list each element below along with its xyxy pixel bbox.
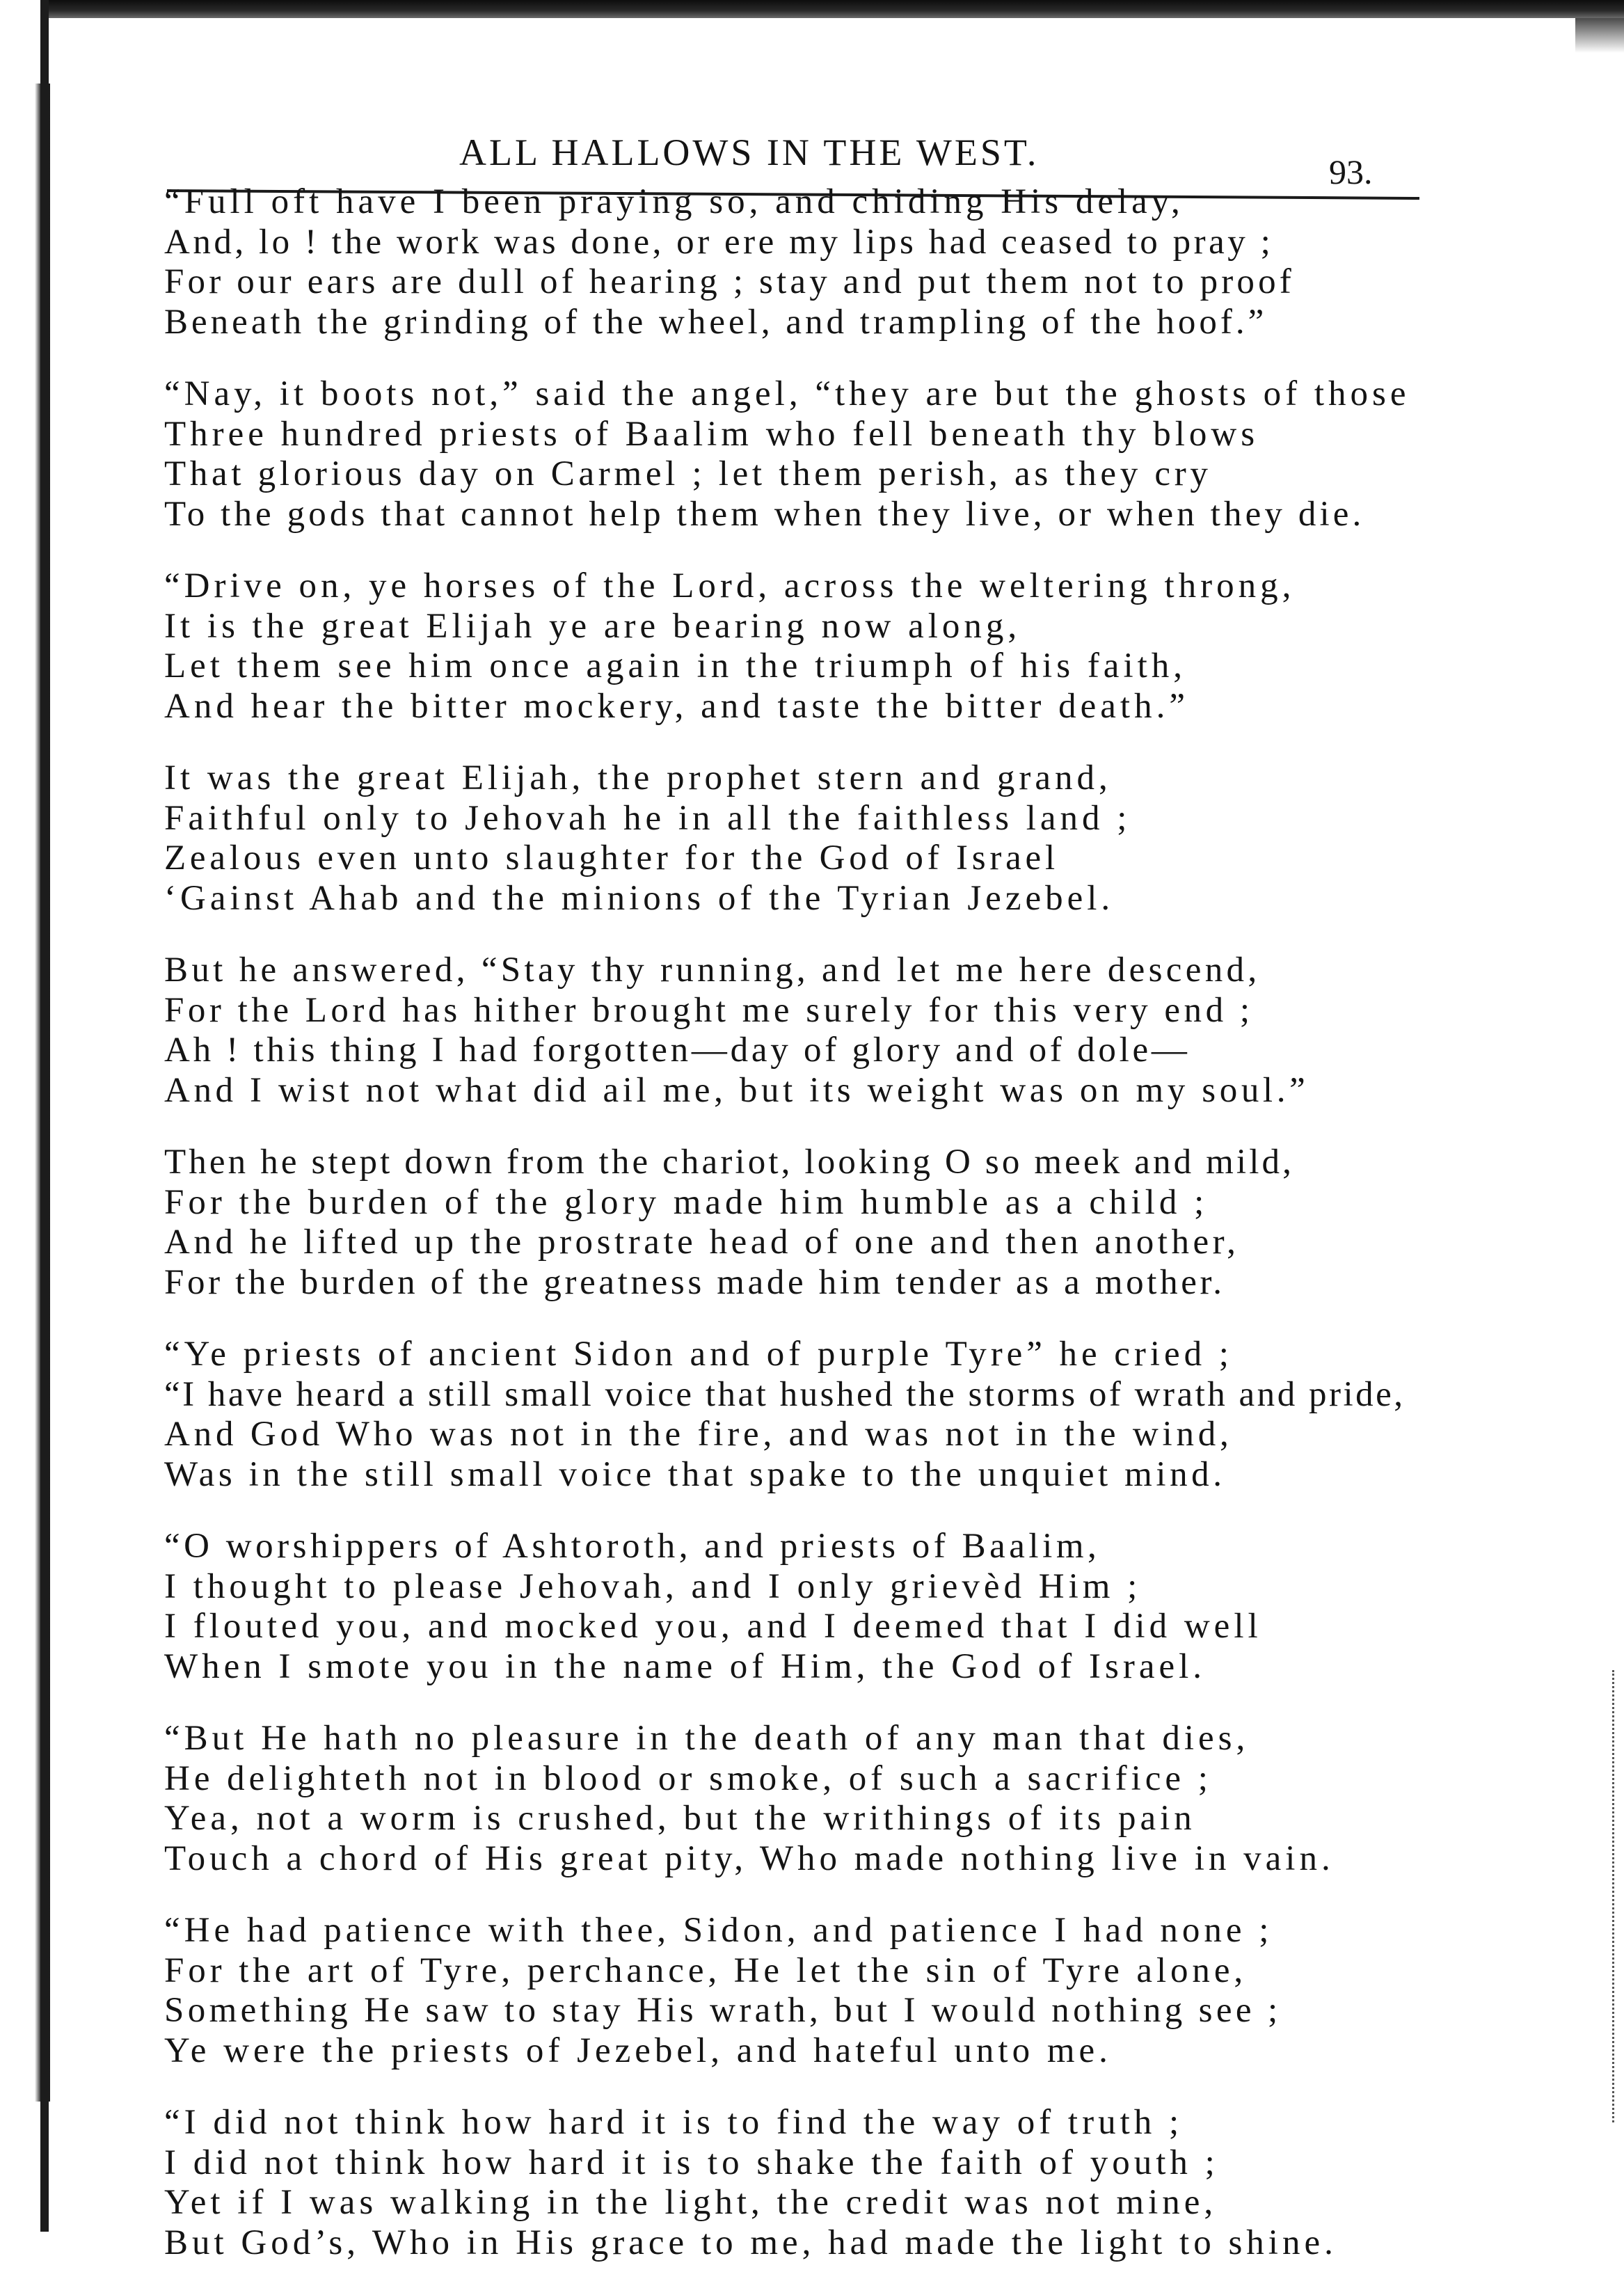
page-corner-shadow <box>1575 18 1624 53</box>
verse-line <box>164 2143 1431 2184</box>
verse-line-text: “Ye priests of ancient Sidon and of purple Tyre” he cried ; <box>164 1335 1233 1374</box>
verse-line-text: “But He hath no pleasure in the death of any man that dies, <box>164 1719 1250 1758</box>
verse-line-text: “O worshippers of Ashtoroth, and priests of Baalim, <box>164 1527 1101 1566</box>
verse-line <box>164 1567 1431 1607</box>
verse-line-text: Zealous even unto slaughter for the God of Israel <box>164 839 1059 878</box>
verse-line-text: For the burden of the glory made him humble as a child ; <box>164 1182 1209 1222</box>
page-left-edge <box>40 0 49 2232</box>
stanza <box>164 1527 1431 1687</box>
verse-line-text: “Full oft have I been praying so, and chiding His delay, <box>164 182 1184 221</box>
poem-body <box>164 182 1431 2295</box>
stanza <box>164 1719 1431 1879</box>
verse-line <box>164 879 1431 919</box>
verse-line-text: Faithful only to Jehovah he in all the faithless land ; <box>164 798 1131 838</box>
verse-line-text: For the burden of the greatness made him tender as a mother. <box>164 1262 1225 1302</box>
verse-line-text: I thought to please Jehovah, and I only grievèd Him ; <box>164 1566 1142 1606</box>
verse-line <box>164 262 1431 303</box>
verse-line <box>164 1223 1431 1263</box>
verse-line <box>164 2223 1431 2264</box>
verse-line <box>164 1071 1431 1111</box>
verse-line <box>164 991 1431 1031</box>
page-number: 93. <box>1329 152 1373 191</box>
stanza <box>164 1335 1431 1495</box>
verse-line <box>164 1911 1431 1951</box>
verse-line-text: And hear the bitter mockery, and taste the bitter death.” <box>164 686 1189 726</box>
verse-line-text: Something He saw to stay His wrath, but I would nothing see ; <box>164 1991 1282 2030</box>
verse-line-text: “Nay, it boots not,” said the angel, “they are but the ghosts of those <box>164 374 1410 413</box>
verse-line-text: “I have heard a still small voice that hushed the storms of wrath and pride, <box>164 1374 1406 1414</box>
verse-line <box>164 2031 1431 2072</box>
verse-line-text: And he lifted up the prostrate head of one and then another, <box>164 1223 1240 1262</box>
verse-line <box>164 1991 1431 2031</box>
page-top-edge-shadow <box>42 0 1624 18</box>
verse-line <box>164 1799 1431 1839</box>
stanza <box>164 759 1431 919</box>
verse-line-text: For our ears are dull of hearing ; stay and put them not to proof <box>164 262 1295 301</box>
verse-line-text: And God Who was not in the fire, and was not in the wind, <box>164 1415 1233 1454</box>
verse-line <box>164 566 1431 607</box>
verse-line <box>164 1455 1431 1495</box>
verse-line <box>164 1335 1431 1375</box>
stanza <box>164 2103 1431 2263</box>
verse-line-text: I flouted you, and mocked you, and I deemed that I did well <box>164 1607 1262 1646</box>
verse-line-text: Three hundred priests of Baalim who fell beneath thy blows <box>164 414 1259 454</box>
verse-line <box>164 687 1431 727</box>
verse-line-text: Was in the still small voice that spake to the unquiet mind. <box>164 1454 1226 1494</box>
verse-line-text: “Drive on, ye horses of the Lord, across the weltering throng, <box>164 566 1296 605</box>
verse-line <box>164 646 1431 687</box>
verse-line <box>164 2183 1431 2223</box>
stanza <box>164 1143 1431 1303</box>
stanza <box>164 951 1431 1111</box>
verse-line <box>164 759 1431 799</box>
verse-line-text: Let them see him once again in the triumph of his faith, <box>164 646 1187 685</box>
verse-line-text: Yea, not a worm is crushed, but the writhings of its pain <box>164 1799 1196 1838</box>
verse-line <box>164 454 1431 495</box>
verse-line <box>164 374 1431 415</box>
verse-line-text: “I did not think how hard it is to find the way of truth ; <box>164 2103 1184 2142</box>
stanza <box>164 566 1431 726</box>
verse-line <box>164 1527 1431 1567</box>
verse-line-text: Ye were the priests of Jezebel, and hateful unto me. <box>164 2031 1112 2070</box>
verse-line <box>164 2103 1431 2143</box>
running-title: ALL HALLOWS IN THE WEST. <box>459 132 1040 173</box>
verse-line <box>164 495 1431 535</box>
verse-line-text: Beneath the grinding of the wheel, and trampling of the hoof.” <box>164 302 1268 342</box>
verse-line-text: Touch a chord of His great pity, Who made nothing live in vain. <box>164 1839 1335 1878</box>
verse-line <box>164 1263 1431 1303</box>
verse-line-text: It is the great Elijah ye are bearing now along, <box>164 606 1021 646</box>
scan-specks <box>1612 1670 1617 2122</box>
verse-line <box>164 1375 1431 1415</box>
verse-line-text: When I smote you in the name of Him, the God of Israel. <box>164 1646 1207 1686</box>
verse-line <box>164 223 1431 263</box>
verse-line <box>164 839 1431 879</box>
verse-line <box>164 1415 1431 1455</box>
verse-line-text: Ah ! this thing I had forgotten—day of glory and of dole— <box>164 1031 1191 1070</box>
verse-line-text: But he answered, “Stay thy running, and let me here descend, <box>164 951 1261 990</box>
verse-line <box>164 1719 1431 1759</box>
stanza <box>164 1911 1431 2071</box>
verse-line-text: Yet if I was walking in the light, the credit was not mine, <box>164 2183 1218 2222</box>
verse-line-text: To the gods that cannot help them when they live, or when they die. <box>164 494 1365 534</box>
verse-line <box>164 1143 1431 1183</box>
verse-line <box>164 1951 1431 1992</box>
verse-line-text: That glorious day on Carmel ; let them perish, as they cry <box>164 454 1212 493</box>
verse-line-text: And I wist not what did ail me, but its weight was on my soul.” <box>164 1070 1309 1110</box>
stanza <box>164 374 1431 534</box>
verse-line-text: Then he stept down from the chariot, looking O so meek and mild, <box>164 1143 1295 1182</box>
verse-line <box>164 182 1431 223</box>
verse-line-text: He delighteth not in blood or smoke, of such a sacrifice ; <box>164 1758 1212 1798</box>
verse-line-text: I did not think how hard it is to shake the faith of youth ; <box>164 2143 1219 2182</box>
verse-line <box>164 951 1431 991</box>
verse-line <box>164 415 1431 455</box>
verse-line-text: “He had patience with thee, Sidon, and patience I had none ; <box>164 1911 1273 1950</box>
verse-line-text: And, lo ! the work was done, or ere my lips had ceased to pray ; <box>164 222 1274 262</box>
verse-line <box>164 799 1431 839</box>
verse-line-text: ‘Gainst Ahab and the minions of the Tyrian Jezebel. <box>164 878 1115 918</box>
verse-line <box>164 1607 1431 1647</box>
verse-line <box>164 1031 1431 1071</box>
verse-line <box>164 607 1431 647</box>
verse-line-text: It was the great Elijah, the prophet stern and grand, <box>164 759 1112 797</box>
verse-line <box>164 1759 1431 1800</box>
verse-line <box>164 1183 1431 1223</box>
verse-line <box>164 1647 1431 1688</box>
verse-line <box>164 1839 1431 1880</box>
verse-line-text: For the art of Tyre, perchance, He let the sin of Tyre alone, <box>164 1951 1248 1990</box>
verse-line-text: For the Lord has hither brought me surely for this very end ; <box>164 990 1254 1030</box>
verse-line <box>164 303 1431 343</box>
stanza <box>164 182 1431 342</box>
verse-line-text: But God’s, Who in His grace to me, had made the light to shine. <box>164 2223 1337 2262</box>
